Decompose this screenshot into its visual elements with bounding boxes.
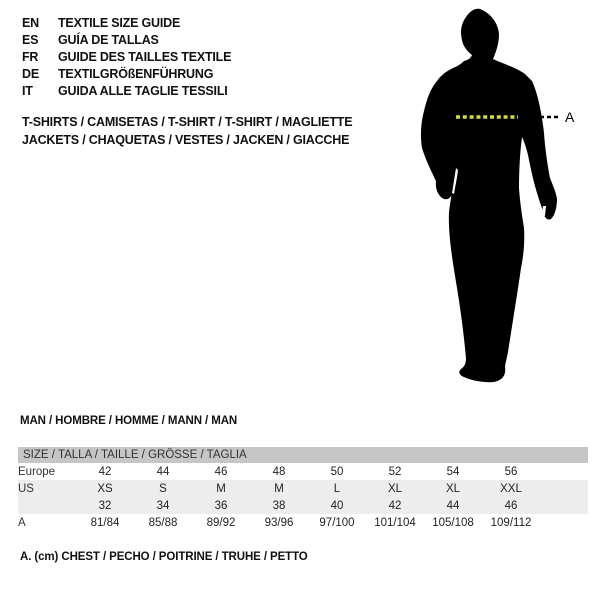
size-value: 42 xyxy=(98,465,112,478)
language-title: GUÍA DE TALLAS xyxy=(58,33,159,47)
language-code: DE xyxy=(22,67,39,81)
size-value: 44 xyxy=(424,497,482,514)
size-value: 105/108 xyxy=(432,516,474,529)
size-value: XS xyxy=(76,480,134,497)
size-value: 101/104 xyxy=(374,516,416,529)
language-title: GUIDA ALLE TAGLIE TESSILI xyxy=(58,84,228,98)
man-silhouette-figure xyxy=(390,0,600,400)
row-label: A xyxy=(18,516,26,529)
garment-type-jackets: JACKETS / CHAQUETAS / VESTES / JACKEN / GIACCHE xyxy=(22,133,350,147)
language-title: GUIDE DES TAILLES TEXTILE xyxy=(58,50,232,64)
table-row-europe xyxy=(18,463,588,480)
table-header-label: SIZE / TALLA / TAILLE / GRÖSSE / TAGLIA xyxy=(18,447,588,463)
size-value: 54 xyxy=(446,465,460,478)
size-value: 81/84 xyxy=(90,516,120,529)
spacer-cell xyxy=(540,480,588,497)
table-row-numeric xyxy=(18,497,588,514)
size-value: 36 xyxy=(192,497,250,514)
row-label: Europe xyxy=(18,465,56,478)
size-table xyxy=(18,447,588,531)
list-item xyxy=(22,83,231,100)
garment-type-tshirts: T-SHIRTS / CAMISETAS / T-SHIRT / T-SHIRT / MAGLIETTE xyxy=(22,115,353,129)
language-code: EN xyxy=(22,16,39,30)
list-item xyxy=(22,66,231,83)
size-value: M xyxy=(250,480,308,497)
language-title: TEXTILE SIZE GUIDE xyxy=(58,16,181,30)
size-value: 50 xyxy=(330,465,344,478)
man-silhouette-svg xyxy=(390,0,600,400)
size-value: 97/100 xyxy=(319,516,355,529)
size-value: 44 xyxy=(156,465,170,478)
man-silhouette xyxy=(421,9,557,382)
measure-label-a: A xyxy=(565,109,575,125)
row-label: US xyxy=(18,480,76,497)
size-value: 38 xyxy=(250,497,308,514)
size-value: 40 xyxy=(308,497,366,514)
size-value: XXL xyxy=(482,480,540,497)
list-item xyxy=(22,32,231,49)
size-value: 46 xyxy=(214,465,228,478)
size-value: 85/88 xyxy=(148,516,178,529)
language-title-list xyxy=(22,15,231,100)
size-value: 56 xyxy=(504,465,518,478)
size-value: 89/92 xyxy=(206,516,236,529)
measurement-footnote: A. (cm) CHEST / PECHO / POITRINE / TRUHE / PETTO xyxy=(20,551,308,563)
spacer-cell xyxy=(540,463,588,480)
table-header-row xyxy=(18,447,588,463)
size-value: M xyxy=(192,480,250,497)
list-item xyxy=(22,15,231,32)
table-row-chest-cm xyxy=(18,514,588,531)
language-title: TEXTILGRÖßENFÜHRUNG xyxy=(58,67,214,81)
size-value: XL xyxy=(366,480,424,497)
size-value: 32 xyxy=(76,497,134,514)
spacer-cell xyxy=(540,497,588,514)
size-value: 52 xyxy=(388,465,402,478)
table-row-us xyxy=(18,480,588,497)
row-label xyxy=(18,497,76,514)
size-value: 42 xyxy=(366,497,424,514)
size-value: 46 xyxy=(482,497,540,514)
size-value: L xyxy=(308,480,366,497)
language-code: FR xyxy=(22,50,39,64)
size-value: 48 xyxy=(272,465,286,478)
section-title-man: MAN / HOMBRE / HOMME / MANN / MAN xyxy=(20,415,238,427)
language-code: ES xyxy=(22,33,39,47)
size-value: XL xyxy=(424,480,482,497)
size-value: 34 xyxy=(134,497,192,514)
size-value: S xyxy=(134,480,192,497)
list-item xyxy=(22,49,231,66)
size-value: 93/96 xyxy=(264,516,294,529)
size-value: 109/112 xyxy=(490,516,532,529)
language-code: IT xyxy=(22,84,33,98)
spacer-cell xyxy=(540,514,588,531)
garment-types xyxy=(22,113,352,149)
